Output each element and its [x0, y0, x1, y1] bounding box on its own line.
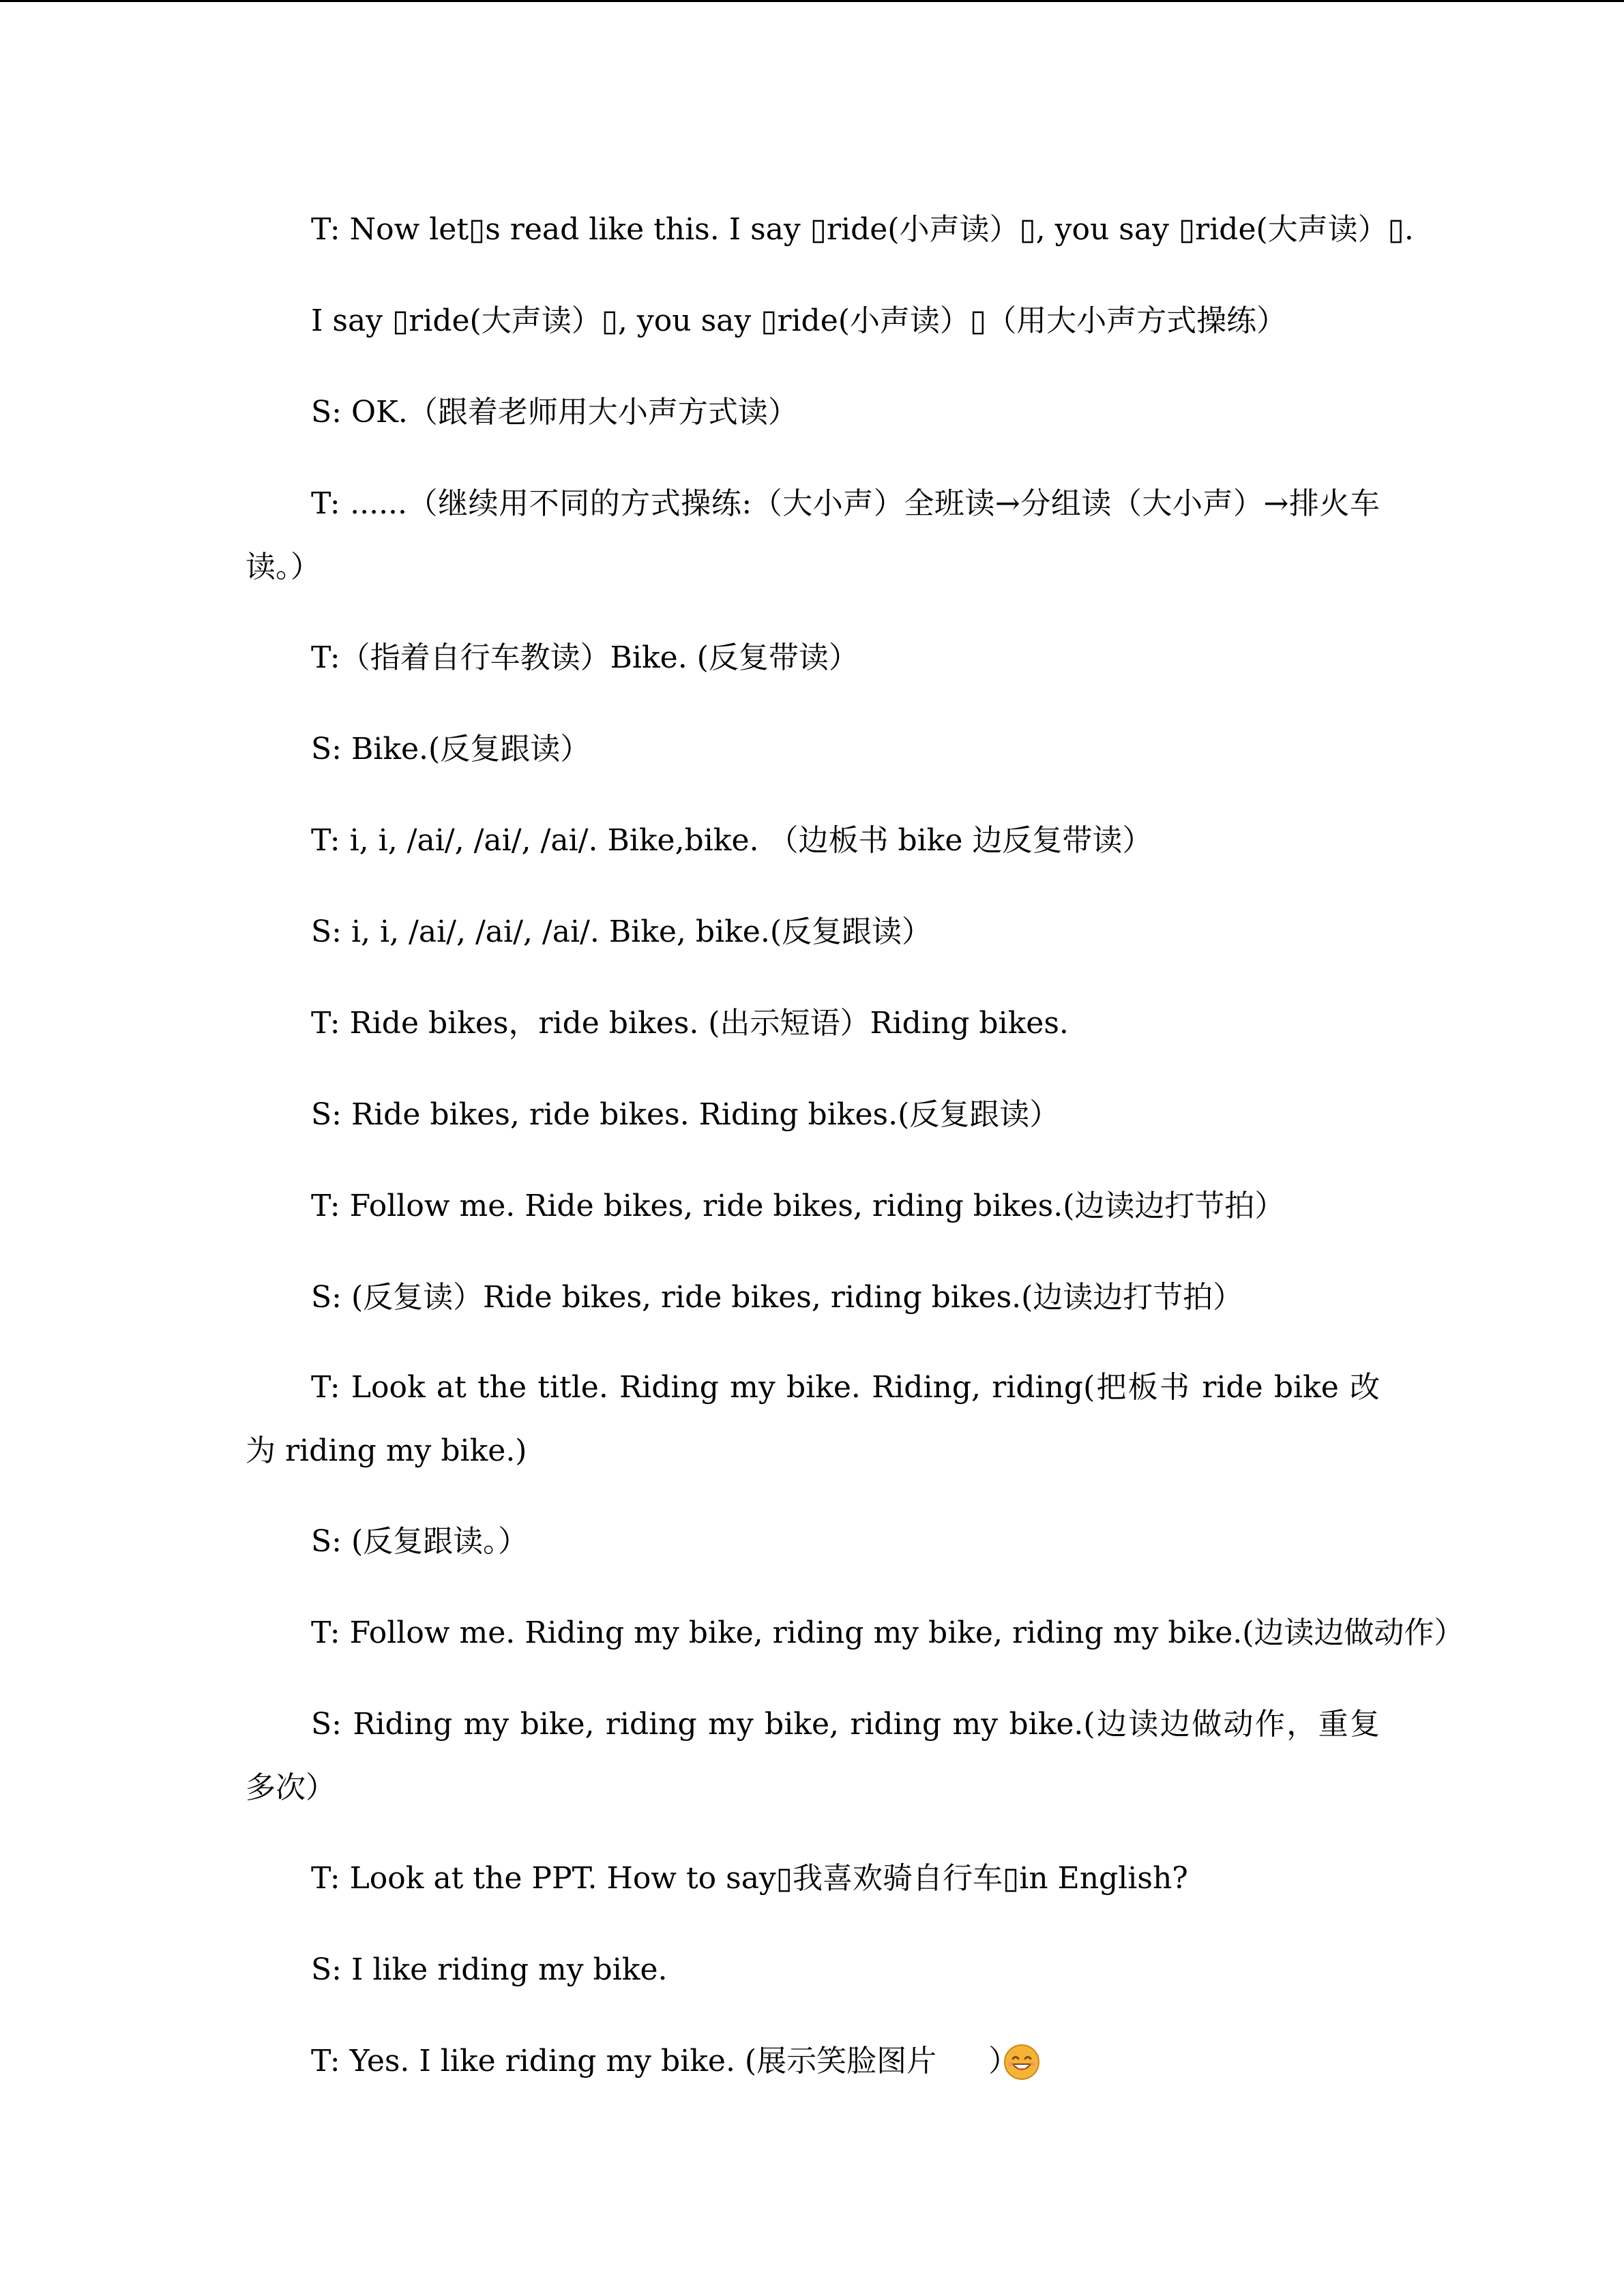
paragraph-5: T:（指着自行车教读）Bike. (反复带读）: [311, 640, 859, 675]
paragraph-9: T: Ride bikes，ride bikes. (出示短语）Riding bikes.: [311, 1006, 1069, 1041]
paragraph-7: T: i, i, /ai/, /ai/, /ai/. Bike,bike. （边板书 bike 边反复带读）: [311, 823, 1153, 858]
paragraph-4: T: ......（继续用不同的方式操练:（大小声）全班读→分组读（大小声）→排火车读。）: [246, 486, 1380, 584]
paragraph-10: S: Ride bikes, ride bikes. Riding bikes.(反复跟读）: [311, 1097, 1060, 1132]
paragraph-2: I say ▯ride(大声读）▯, you say ▯ride(小声读）▯（用大小声方式操练）: [311, 303, 1287, 338]
paragraph-16: S: Riding my bike, riding my bike, riding my bike.(边读边做动作，重复多次）: [246, 1707, 1380, 1805]
paragraph-11: T: Follow me. Ride bikes, ride bikes, riding bikes.(边读边打节拍）: [311, 1189, 1285, 1223]
paragraph-1: T: Now let▯s read like this. I say ▯ride(小声读）▯, you say ▯ride(大声读）▯.: [311, 212, 1414, 247]
paragraph-17: T: Look at the PPT. How to say▯我喜欢骑自行车▯in English?: [311, 1861, 1188, 1896]
paragraph-12: S: (反复读）Ride bikes, ride bikes, riding bikes.(边读边打节拍）: [311, 1280, 1243, 1315]
paragraph-19-closing: ）: [979, 2044, 1019, 2078]
paragraph-3: S: OK.（跟着老师用大小声方式读）: [311, 395, 798, 430]
paragraph-15: T: Follow me. Riding my bike, riding my bike, riding my bike.(边读边做动作）: [311, 1615, 1464, 1650]
smiley-face-icon: [938, 2039, 975, 2076]
paragraph-14: S: (反复跟读。）: [311, 1524, 529, 1559]
paragraph-13: T: Look at the title. Riding my bike. Riding, riding(把板书 ride bike 改为 riding my bike.): [246, 1370, 1380, 1468]
paragraph-6: S: Bike.(反复跟读）: [311, 732, 591, 766]
page-top-border: [0, 0, 1624, 2]
paragraph-19-text: T: Yes. I like riding my bike. (展示笑脸图片: [311, 2044, 937, 2078]
paragraph-8: S: i, i, /ai/, /ai/, /ai/. Bike, bike.(反复跟读）: [311, 914, 932, 949]
paragraph-18: S: I like riding my bike.: [311, 1952, 668, 1987]
paragraph-19: [246, 2029, 1380, 2093]
